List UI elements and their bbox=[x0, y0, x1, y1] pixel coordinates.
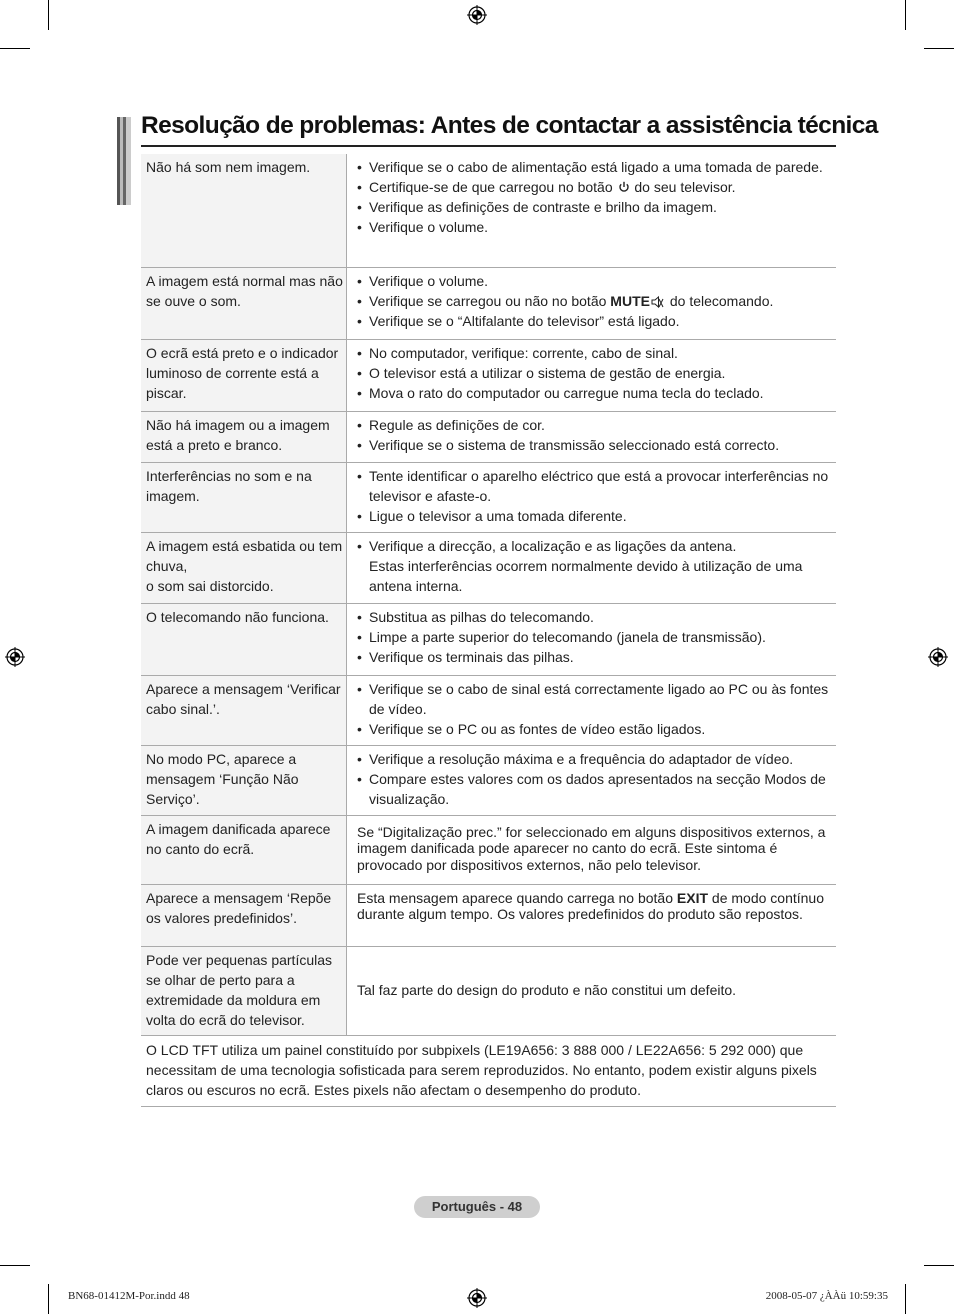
solution-cell bbox=[347, 745, 837, 815]
problem-cell: O ecrã está preto e o indicador luminoso de corrente está a piscar. bbox=[141, 339, 347, 411]
lcd-note: O LCD TFT utiliza um painel constituído por subpixels (LE19A656: 3 888 000 / LE22A656: 5 292 000) que necessitam de uma tecnologia sofisticada para serem reproduzidos. No entanto, podem existir alguns pixels claros ou escuros no ecrã. Estes pixels não afectam o desempenho do produto. bbox=[141, 1035, 836, 1106]
footer-timestamp: 2008-05-07 ¿ÀÀü 10:59:35 bbox=[765, 1290, 888, 1302]
solution-item: • Tente identificar o aparelho eléctrico que está a provocar interferências no televisor e afaste-o. bbox=[357, 466, 834, 506]
table-row bbox=[141, 1035, 836, 1106]
solution-item: • Verifique se o cabo de alimentação está ligado a uma tomada de parede. bbox=[357, 157, 834, 177]
solution-cell: Tal faz parte do design do produto e não constitui um defeito. bbox=[347, 946, 837, 1035]
registration-mark-icon bbox=[928, 647, 948, 667]
table-row bbox=[141, 946, 836, 1035]
solution-cell bbox=[347, 339, 837, 411]
page-number-badge: Português - 48 bbox=[414, 1196, 540, 1218]
crop-mark-bottom-left-h bbox=[0, 1265, 30, 1266]
table-row bbox=[141, 532, 836, 603]
solution-item: • Verifique se carregou ou não no botão MUTE do telecomando. bbox=[357, 291, 834, 311]
problem-cell: Interferências no som e na imagem. bbox=[141, 462, 347, 532]
mute-label: MUTE bbox=[610, 292, 650, 309]
solution-item: • Substitua as pilhas do telecomando. bbox=[357, 607, 834, 627]
exit-label: EXIT bbox=[676, 889, 709, 906]
title-rule bbox=[141, 145, 836, 147]
solution-cell bbox=[347, 815, 837, 884]
table-row bbox=[141, 154, 836, 267]
solution-extra: Estas interferências ocorrem normalmente devido à utilização de uma antena interna. bbox=[369, 557, 803, 594]
solution-item: • Limpe a parte superior do telecomando (janela de transmissão). bbox=[357, 627, 834, 647]
problem-cell: Não há imagem ou a imagem está a preto e branco. bbox=[141, 411, 347, 462]
solution-cell bbox=[347, 462, 837, 532]
solution-cell bbox=[347, 603, 837, 675]
solution-cell bbox=[347, 532, 837, 603]
footer-file-info: BN68-01412M-Por.indd 48 bbox=[68, 1290, 190, 1302]
solution-cell bbox=[347, 675, 837, 745]
problem-cell: A imagem está normal mas não se ouve o som. bbox=[141, 267, 347, 339]
solution-item: • Verifique as definições de contraste e brilho da imagem. bbox=[357, 197, 834, 217]
solution-text: Esta mensagem aparece quando carrega no botão EXIT de modo contínuo durante algum tempo. Os valores predefinidos do produto são repostos. bbox=[357, 889, 824, 922]
solution-cell bbox=[347, 411, 837, 462]
solution-item: • Verifique o volume. bbox=[357, 217, 834, 237]
table-row bbox=[141, 267, 836, 339]
problem-cell: Não há som nem imagem. bbox=[141, 154, 347, 267]
solution-item: • Verifique se o cabo de sinal está correctamente ligado ao PC ou às fontes de vídeo. bbox=[357, 679, 834, 719]
problem-cell: O telecomando não funciona. bbox=[141, 603, 347, 675]
registration-mark-icon bbox=[5, 647, 25, 667]
crop-mark-top-right-v bbox=[905, 0, 906, 30]
table-row bbox=[141, 745, 836, 815]
problem-cell: A imagem danificada aparece no canto do ecrã. bbox=[141, 815, 347, 884]
problem-cell: Aparece a mensagem ‘Repõe os valores predefinidos’. bbox=[141, 884, 347, 946]
solution-item: • Verifique o volume. bbox=[357, 271, 834, 291]
problem-cell: Aparece a mensagem ‘Verificar cabo sinal.’. bbox=[141, 675, 347, 745]
power-icon bbox=[618, 178, 630, 190]
solution-item: • No computador, verifique: corrente, cabo de sinal. bbox=[357, 343, 834, 363]
solution-item: • Verifique a direcção, a localização e as ligações da antena. Estas interferências ocorrem normalmente devido à utilização de uma antena interna. bbox=[357, 536, 834, 596]
table-row bbox=[141, 462, 836, 532]
table-row bbox=[141, 675, 836, 745]
table-row bbox=[141, 411, 836, 462]
solution-item: • Verifique se o PC ou as fontes de vídeo estão ligados. bbox=[357, 719, 834, 739]
crop-mark-top-left-h bbox=[0, 48, 30, 49]
problem-cell bbox=[141, 532, 347, 603]
solution-item: • Verifique se o sistema de transmissão seleccionado está correcto. bbox=[357, 435, 834, 455]
solution-item: • Ligue o televisor a uma tomada diferente. bbox=[357, 506, 834, 526]
problem-line: A imagem está esbatida ou tem chuva, bbox=[146, 537, 343, 574]
problem-cell: No modo PC, aparece a mensagem ‘Função Não Serviço’. bbox=[141, 745, 347, 815]
troubleshooting-table bbox=[141, 154, 836, 1107]
solution-item: • Verifique se o “Altifalante do televisor” está ligado. bbox=[357, 311, 834, 331]
crop-mark-bottom-right-v bbox=[905, 1284, 906, 1314]
table-row bbox=[141, 339, 836, 411]
table-row bbox=[141, 603, 836, 675]
registration-mark-icon bbox=[467, 5, 487, 25]
solution-text: Se “Digitalização prec.” for seleccionado em alguns dispositivos externos, a imagem danificada pode aparecer no canto do ecrã. Este sintoma é provocado por dispositivos externos, não pelo televisor. bbox=[357, 823, 826, 873]
solution-cell bbox=[347, 154, 837, 267]
solution-cell bbox=[347, 884, 837, 946]
crop-mark-top-left-v bbox=[48, 0, 49, 30]
solution-item: • Regule as definições de cor. bbox=[357, 415, 834, 435]
table-row bbox=[141, 815, 836, 884]
solution-item: • Verifique a resolução máxima e a frequência do adaptador de vídeo. bbox=[357, 749, 834, 769]
page-title: Resolução de problemas: Antes de contactar a assistência técnica bbox=[141, 112, 878, 139]
registration-mark-icon bbox=[467, 1288, 487, 1308]
mute-icon bbox=[650, 294, 664, 308]
problem-cell: Pode ver pequenas partículas se olhar de perto para a extremidade da moldura em volta do ecrã do televisor. bbox=[141, 946, 347, 1035]
solution-item: • Compare estes valores com os dados apresentados na secção Modos de visualização. bbox=[357, 769, 834, 809]
title-accent-bar bbox=[117, 117, 131, 205]
crop-mark-bottom-left-v bbox=[48, 1284, 49, 1314]
crop-mark-bottom-right-h bbox=[924, 1265, 954, 1266]
solution-item: • Certifique-se de que carregou no botão do seu televisor. bbox=[357, 177, 834, 197]
crop-mark-top-right-h bbox=[924, 48, 954, 49]
solution-cell bbox=[347, 267, 837, 339]
solution-item: • Verifique os terminais das pilhas. bbox=[357, 647, 834, 667]
table-row bbox=[141, 884, 836, 946]
problem-line: o som sai distorcido. bbox=[146, 577, 274, 594]
solution-item: • O televisor está a utilizar o sistema de gestão de energia. bbox=[357, 363, 834, 383]
solution-item: • Mova o rato do computador ou carregue numa tecla do teclado. bbox=[357, 383, 834, 403]
